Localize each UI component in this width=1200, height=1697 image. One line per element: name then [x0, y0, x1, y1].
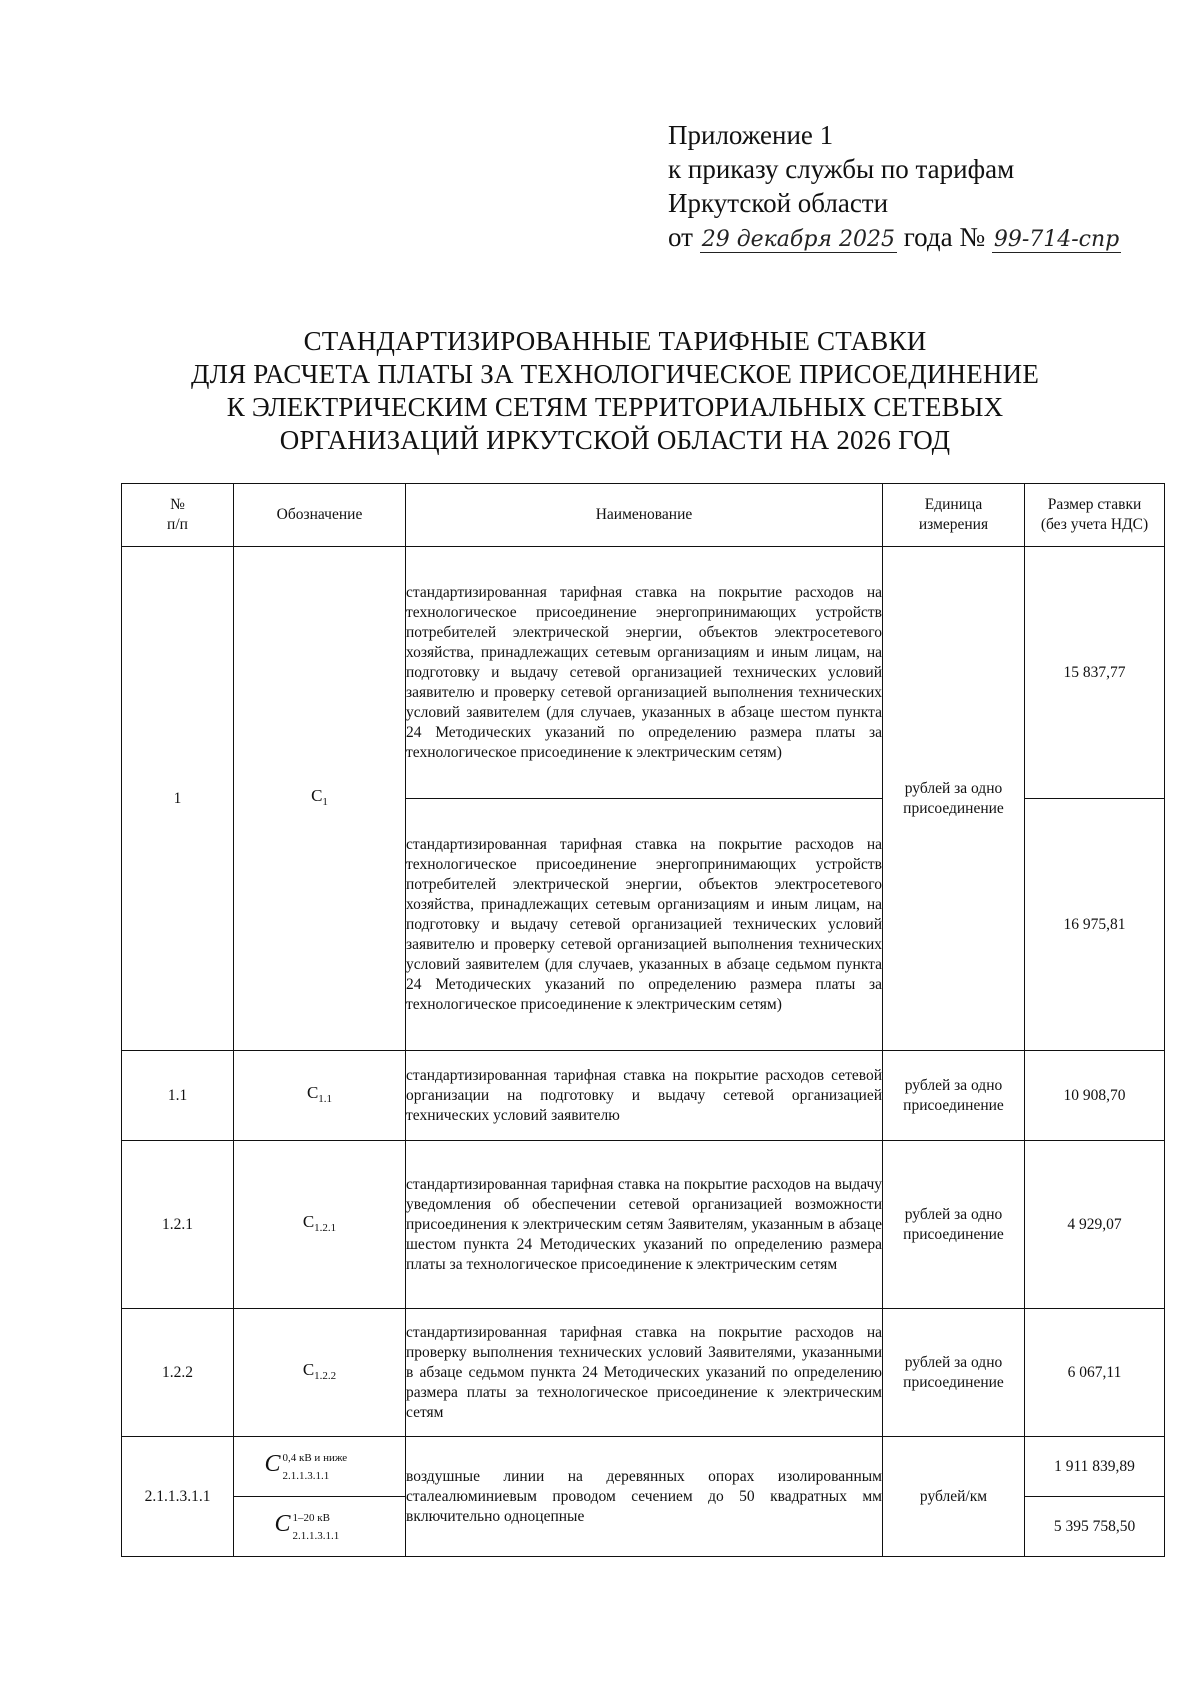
unit-line-1: рублей за одно [904, 779, 1003, 797]
header-name: Наименование [406, 484, 883, 547]
row-name: стандартизированная тарифная ставка на покрытие расходов на технологическое присоединение энергопринимающих устройств потребителей электрической энергии, объектов электросетевого хозяйства, принадлежащих сетевым организациям и иным лицам, на подготовку и выдачу сетевой организацией технических условий заявителю и проверку сетевой организацией выполнения технических условий заявителем (для случаев, указанных в абзаце шестом пункта 24 Методических указаний по определению размера платы за технологическое присоединение к электрическим сетям) [406, 547, 883, 799]
title-line-1: СТАНДАРТИЗИРОВАННЫЕ ТАРИФНЫЕ СТАВКИ [303, 326, 927, 356]
table-header-row [122, 484, 1165, 547]
handwritten-date: 29 декабря 2025 [701, 227, 895, 252]
symbol-subscript: 1.2.1 [314, 1221, 337, 1234]
symbol-superscript: 0,4 кВ и ниже [282, 1452, 348, 1464]
title-line-4: ОРГАНИЗАЦИЙ ИРКУТСКОЙ ОБЛАСТИ НА 2026 ГОД [279, 425, 951, 455]
symbol-base: C [302, 1211, 315, 1231]
row-name: стандартизированная тарифная ставка на покрытие расходов на проверку выполнения технических условий Заявителями, указанными в абзаце седьмом пункта 24 Методических указаний по определению размера платы за технологическое присоединение к электрическим сетям [406, 1309, 883, 1437]
row-unit [883, 1141, 1025, 1309]
row-unit: рублей/км [883, 1437, 1025, 1557]
row-number: 1.2.1 [122, 1141, 234, 1309]
unit-line-2: присоединение [903, 799, 1004, 817]
row-designation [234, 1141, 406, 1309]
handwritten-order-number: 99-714-спр [993, 227, 1120, 252]
header-number-l2: п/п [167, 516, 188, 533]
row-number: 1.1 [122, 1051, 234, 1141]
header-unit-l2: измерения [918, 516, 989, 533]
row-designation-low-voltage [234, 1437, 406, 1497]
row-number: 1.2.2 [122, 1309, 234, 1437]
title-line-3: К ЭЛЕКТРИЧЕСКИМ СЕТЯМ ТЕРРИТОРИАЛЬНЫХ СЕТЕВЫХ [226, 392, 1004, 422]
symbol-base: C [264, 1451, 281, 1477]
header-number-l1: № [170, 496, 185, 513]
row-designation [234, 547, 406, 1051]
row-value: 1 911 839,89 [1025, 1437, 1165, 1497]
annex-title: Приложение 1 [668, 120, 834, 150]
unit-line-2: присоединение [903, 1373, 1004, 1391]
symbol-subscript: 1 [322, 795, 328, 808]
unit-line-2: присоединение [903, 1225, 1004, 1243]
row-name: стандартизированная тарифная ставка на покрытие расходов на технологическое присоединение энергопринимающих устройств потребителей электрической энергии, объектов электросетевого хозяйства, принадлежащих сетевым организациям и иным лицам, на подготовку и выдачу сетевой организацией технических условий заявителю и проверку сетевой организацией выполнения технических условий заявителем (для случаев, указанных в абзаце седьмом пункта 24 Методических указаний по определению размера платы за технологическое присоединение к электрическим сетям) [406, 799, 883, 1051]
row-value: 5 395 758,50 [1025, 1497, 1165, 1557]
header-rate [1025, 484, 1165, 547]
symbol-subscript: 1.1 [318, 1092, 333, 1105]
annex-region: Иркутской области [668, 188, 889, 218]
row-number: 1 [122, 547, 234, 1051]
row-designation [234, 1051, 406, 1141]
header-number [122, 484, 234, 547]
unit-line-2: присоединение [903, 1096, 1004, 1114]
symbol-base: C [302, 1359, 315, 1379]
formula-symbol [275, 1504, 365, 1544]
annex-order-ref: к приказу службы по тарифам [668, 154, 1015, 184]
row-value: 6 067,11 [1025, 1309, 1165, 1437]
header-unit [883, 484, 1025, 547]
row-designation-medium-voltage [234, 1497, 406, 1557]
symbol-superscript: 1–20 кВ [292, 1512, 330, 1524]
annex-header [668, 118, 1121, 254]
table-row [122, 1437, 1165, 1497]
row-value: 10 908,70 [1025, 1051, 1165, 1141]
document-title [150, 325, 1080, 457]
row-value: 15 837,77 [1025, 547, 1165, 799]
row-unit [883, 1051, 1025, 1141]
unit-line-1: рублей за одно [904, 1076, 1003, 1094]
row-value: 16 975,81 [1025, 799, 1165, 1051]
row-name: стандартизированная тарифная ставка на покрытие расходов на выдачу уведомления об обеспечении сетевой организацией возможности присоединения к электрическим сетям Заявителям, указанным в абзаце шестом пункта 24 Методических указаний по определению размера платы за технологическое присоединение к электрическим сетям [406, 1141, 883, 1309]
row-designation [234, 1309, 406, 1437]
row-name: стандартизированная тарифная ставка на покрытие расходов сетевой организации на подготовку и выдачу сетевой организацией технических условий заявителю [406, 1051, 883, 1141]
symbol-subscript: 1.2.2 [314, 1369, 337, 1382]
table-row [122, 1051, 1165, 1141]
symbol-subscript: 2.1.1.3.1.1 [282, 1470, 330, 1482]
header-designation: Обозначение [234, 484, 406, 547]
annex-year-word: года № [903, 222, 986, 252]
unit-line-1: рублей за одно [904, 1353, 1003, 1371]
table-row [122, 1309, 1165, 1437]
header-rate-l2: (без учета НДС) [1040, 516, 1149, 533]
row-value: 4 929,07 [1025, 1141, 1165, 1309]
row-number: 2.1.1.3.1.1 [122, 1437, 234, 1557]
title-line-2: ДЛЯ РАСЧЕТА ПЛАТЫ ЗА ТЕХНОЛОГИЧЕСКОЕ ПРИСОЕДИНЕНИЕ [190, 359, 1040, 389]
row-unit [883, 1309, 1025, 1437]
symbol-base: C [311, 785, 323, 805]
row-name: воздушные линии на деревянных опорах изолированным сталеалюминиевым проводом сечением до 50 квадратных мм включительно одноцепные [406, 1437, 883, 1557]
header-rate-l1: Размер ставки [1047, 496, 1142, 513]
table-row [122, 547, 1165, 799]
symbol-base: C [274, 1511, 291, 1537]
unit-line-1: рублей за одно [904, 1205, 1003, 1223]
row-unit [883, 547, 1025, 1051]
annex-from-prefix: от [668, 222, 693, 252]
header-unit-l1: Единица [924, 496, 983, 513]
annex-date-line [668, 220, 1121, 254]
symbol-subscript: 2.1.1.3.1.1 [292, 1530, 340, 1542]
symbol-base: C [306, 1082, 319, 1102]
rates-table [121, 483, 1165, 1557]
table-row [122, 1141, 1165, 1309]
formula-symbol [265, 1444, 375, 1484]
